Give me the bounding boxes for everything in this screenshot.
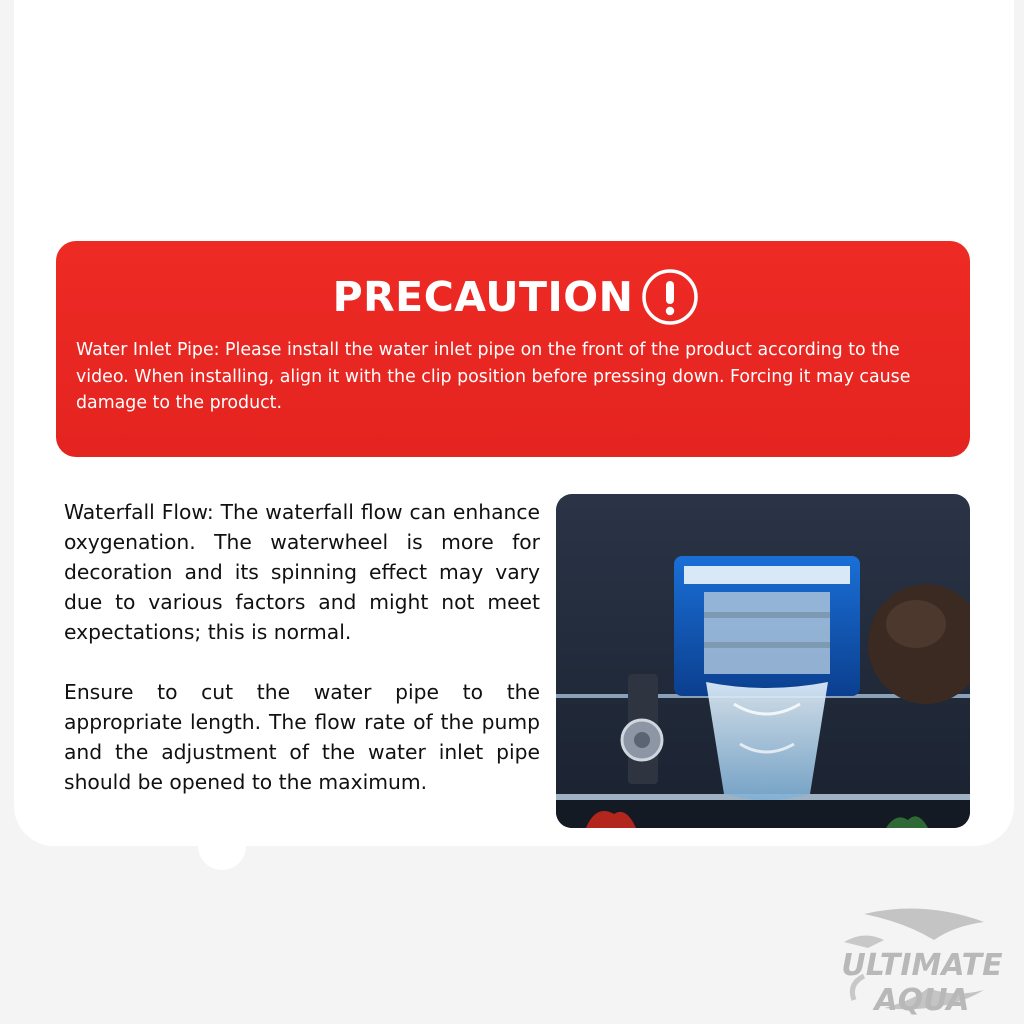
waterfall-filter-photo [556, 494, 970, 828]
card-tab [198, 820, 246, 870]
banner-body-text: Water Inlet Pipe: Please install the water inlet pipe on the front of the product according to the video. When installing, align it with the clip position before pressing down. Forcing it may cause damage to the product. [76, 340, 911, 413]
logo-wordmark: ULTIMATE AQUA [841, 948, 1003, 1018]
description-text [64, 497, 540, 797]
banner-title: PRECAUTION [332, 273, 634, 321]
exclamation-circle-icon [641, 268, 699, 326]
ultimate-aqua-logo [824, 904, 1020, 1020]
waterfall-flow-paragraph: Waterfall Flow: The waterfall flow can enhance oxygenation. The waterwheel is more for decoration and its spinning effect may vary due to various factors and might not meet expectations; this is normal. [64, 500, 540, 644]
precaution-banner [56, 241, 970, 457]
banner-title-row [56, 265, 970, 329]
water-pipe-paragraph: Ensure to cut the water pipe to the appropriate length. The flow rate of the pump and the adjustment of the water inlet pipe should be opened to the maximum. [64, 680, 540, 794]
